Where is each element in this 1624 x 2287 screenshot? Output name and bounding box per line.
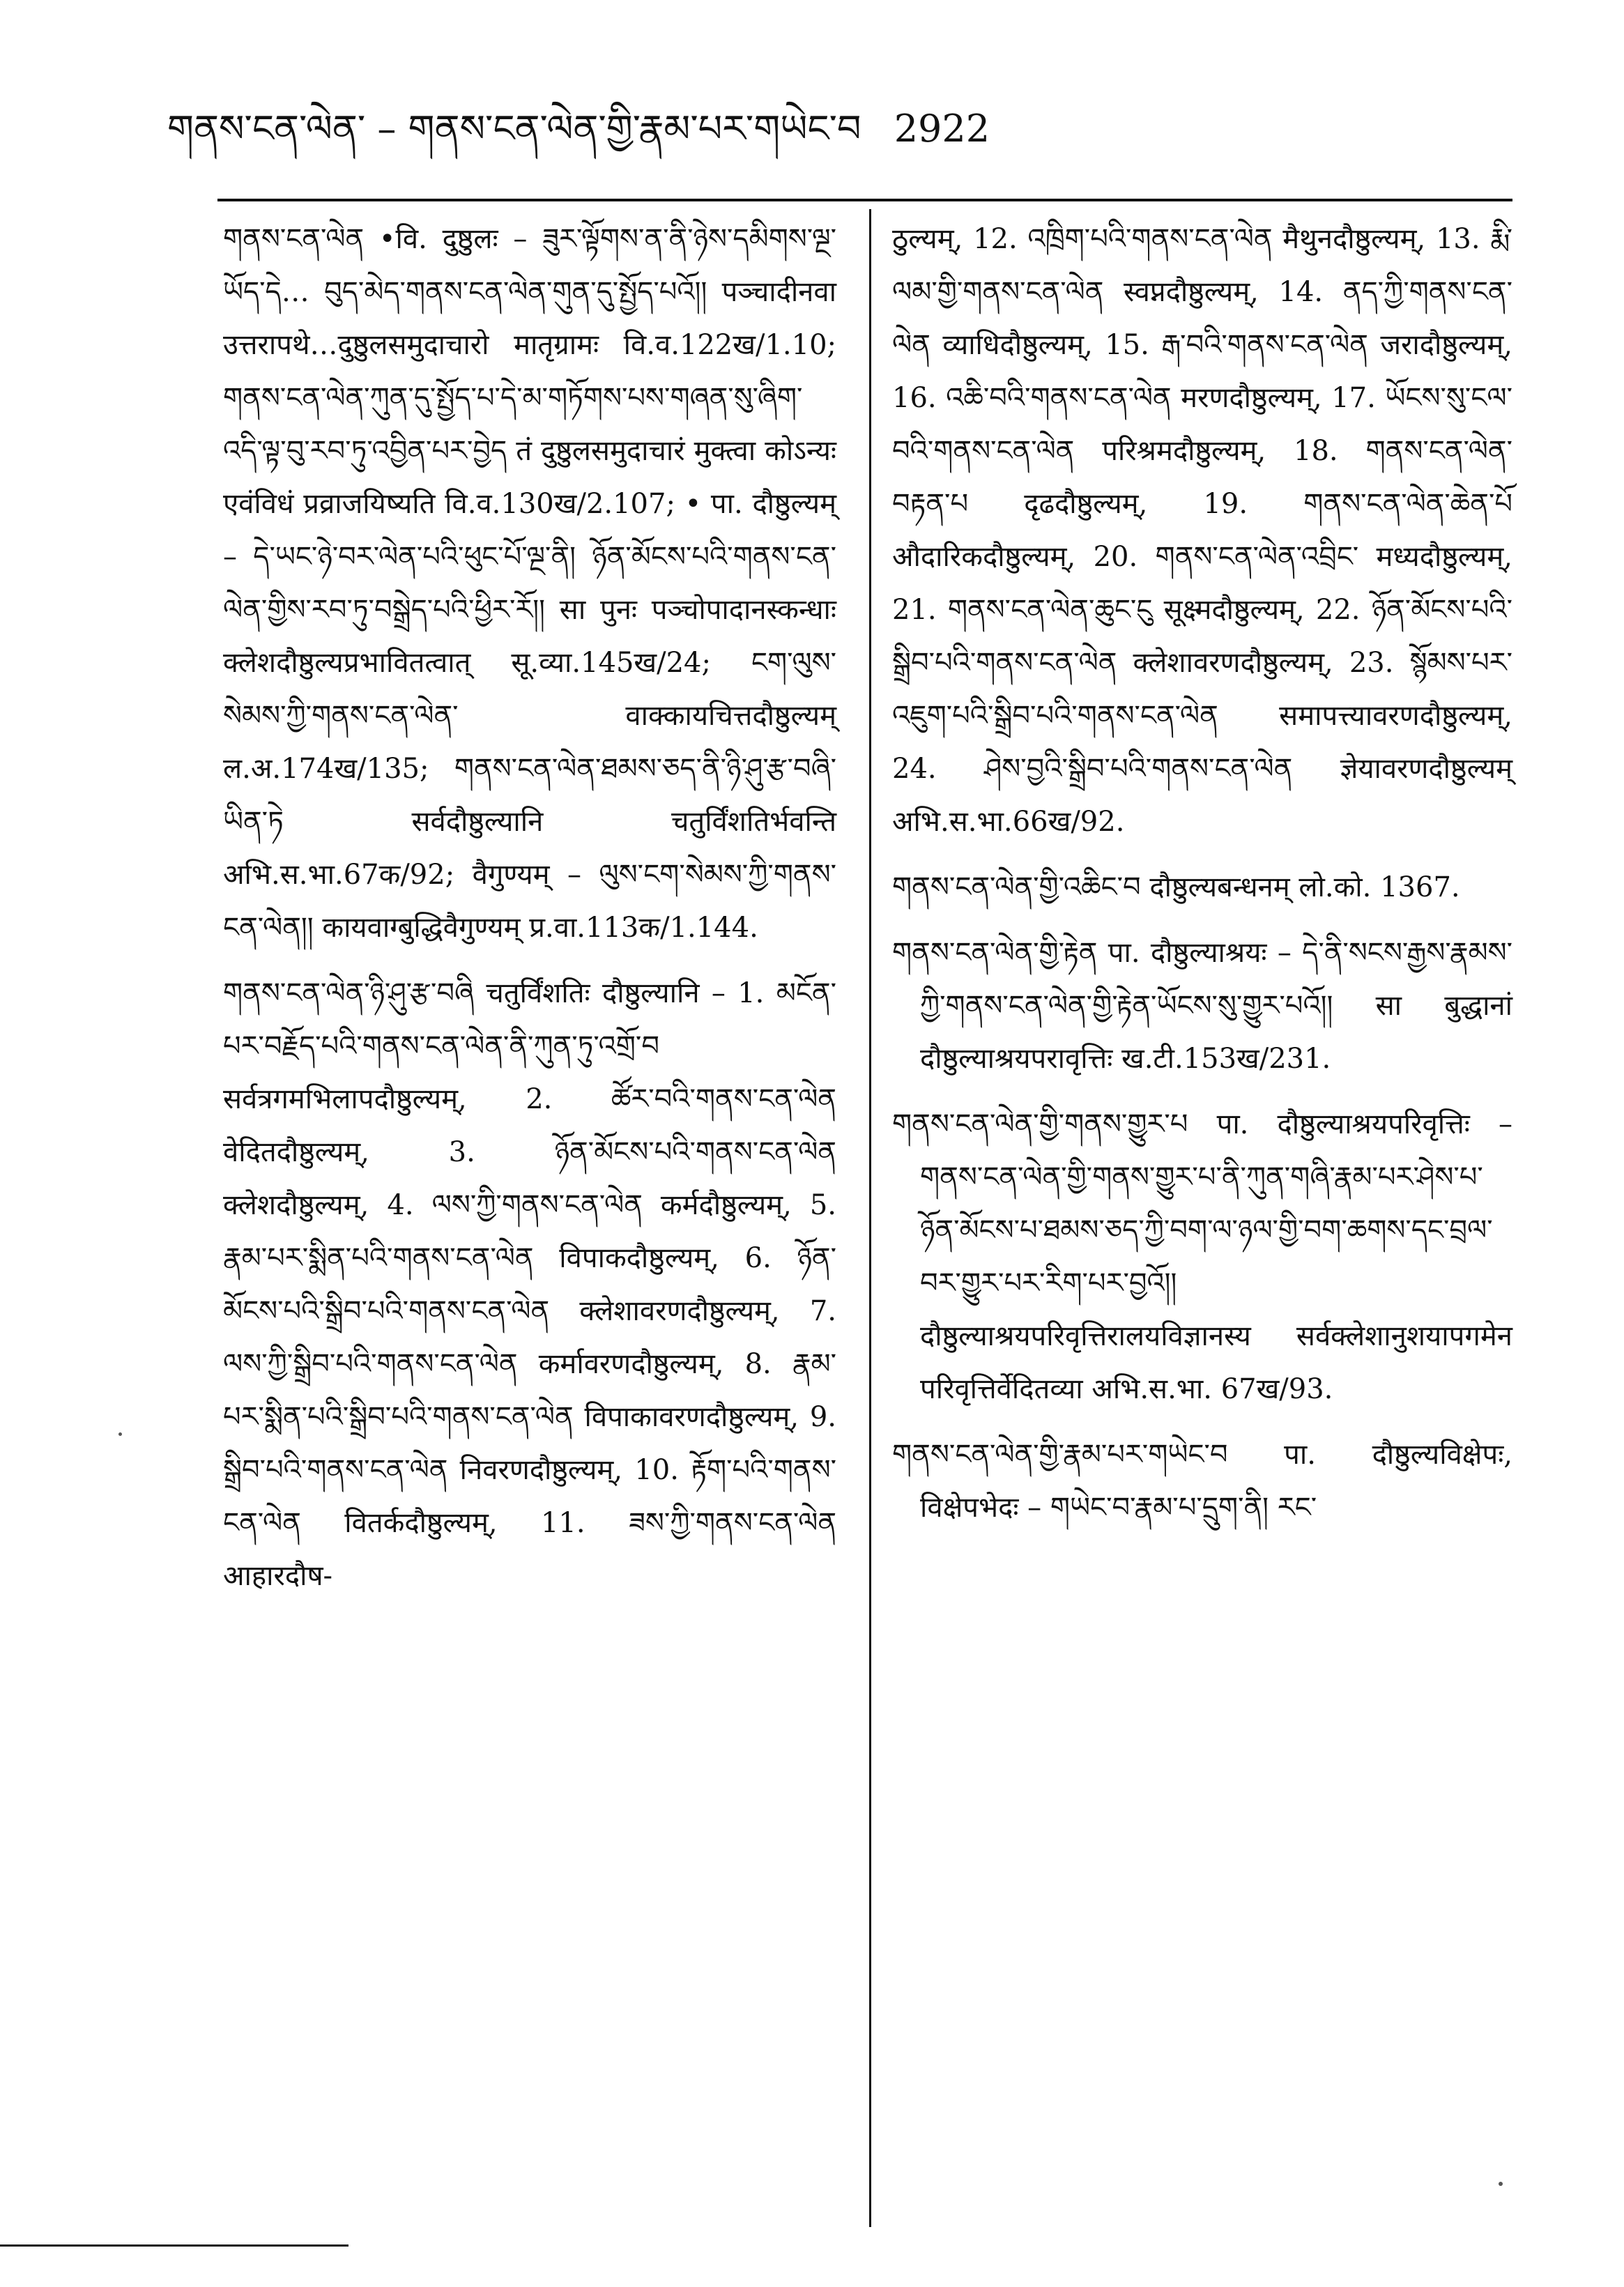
dictionary-entry: གནས་ངན་ལེན •वि. दुष्ठुलः – ཟུར་ལྟོགས་ན་ནི་ཉེས་དམིགས་ལྔ་ཡོད་དེ… བུད་མེད་གནས་ངན་ལེན་གུན་དུ་སྤྱོད་པའོ།། पञ्चादीनवा उत्तरापथे…दुष्ठुलसमुदाचारो मातृग्रामः वि.व.122ख/1.10; གནས་ངན་ལེན་ཀུན་དུ་སྤྱོད་པ་དེ་མ་གཏོགས་པས་གཞན་སུ་ཞིག་འདི་ལྟ་བུ་རབ་ཏུ་འབྱིན་པར་བྱེད तं दुष्ठुलसमुदाचारं मुक्त्वा कोऽन्यः एवंविधं प्रव्राजयिष्यति वि.व.130ख/2.107; • पा. दौष्ठुल्यम् – དེ་ཡང་ཉེ་བར་ལེན་པའི་ཕུང་པོ་ལྔ་ནི། ཉོན་མོངས་པའི་གནས་ངན་ལེན་གྱིས་རབ་ཏུ་བསྒྲེད་པའི་ཕྱིར་རོ།། सा पुनः पञ्चोपादानस्कन्धाः क्लेशदौष्ठुल्यप्रभावितत्वात् सू.व्या.145ख/24; ངག་ལུས་སེམས་ཀྱི་གནས་ངན་ལེན་ वाक्कायचित्तदौष्ठुल्यम् ल.अ.174ख/135; གནས་ངན་ལེན་ཐམས་ཅད་ནི་ཉི་ཤུ་རྩ་བཞི་ཡིན་ཏེ सर्वदौष्ठुल्यानि चतुर्विंशतिर्भवन्ति अभि.स.भा.67क/92; वैगुण्यम् – ལུས་ངག་སེམས་ཀྱི་གནས་ངན་ལེན།། कायवाग्बुद्धिवैगुण्यम् प्र.वा.113क/1.144. bbox=[223, 223, 836, 944]
footer-rule bbox=[0, 2244, 348, 2247]
dictionary-entry: གནས་ངན་ལེན་གྱི་གནས་གྱུར་པ पा. दौष्ठुल्याश्रयपरिवृत्तिः – གནས་ངན་ལེན་གྱི་གནས་གྱུར་པ་ནི་ཀུན་གཞི་རྣམ་པར་ཤེས་པ་ཉོན་མོངས་པ་ཐམས་ཅད་ཀྱི་བག་ལ་ཉལ་གྱི་བག་ཆགས་དང་བྲལ་བར་གྱུར་པར་རིག་པར་བྱའོ།། दौष्ठुल्याश्रयपरिवृत्तिरालयविज्ञानस्य सर्वक्लेशानुशयापगमेन परिवृत्तिर्वेदितव्या अभि.स.भा. 67ख/93. bbox=[892, 1108, 1512, 1405]
right-column bbox=[892, 213, 1512, 1547]
header-rule bbox=[217, 199, 1512, 201]
dictionary-entry: གནས་ངན་ལེན་གྱི་རྣམ་པར་གཡེང་བ पा. दौष्ठुल्यविक्षेपः, विक्षेपभेदः – གཡེང་བ་རྣམ་པ་དྲུག་ནི། རང་ bbox=[892, 1439, 1512, 1524]
column-divider bbox=[869, 209, 871, 2227]
dictionary-entry: གནས་ངན་ལེན་གྱི་རྟེན पा. दौष्ठुल्याश्रयः – དེ་ནི་སངས་རྒྱས་རྣམས་ཀྱི་གནས་ངན་ལེན་གྱི་རྟེན་ཡོངས་སུ་གྱུར་པའོ།། सा बुद्धानां दौष्ठुल्याश्रयपरावृत्तिः ख.टी.153ख/231. bbox=[892, 937, 1512, 1075]
margin-dot bbox=[118, 1432, 122, 1436]
header-title: གནས་ངན་ལེན་ – གནས་ངན་ལེན་གྱི་རྣམ་པར་གཡེང་བ bbox=[167, 107, 861, 151]
dictionary-entry: གནས་ངན་ལེན་གྱི་འཆིང་བ दौष्ठुल्यबन्धनम् लो.को. 1367. bbox=[892, 871, 1460, 903]
page-number: 2922 bbox=[894, 107, 990, 151]
margin-dot bbox=[1499, 2182, 1503, 2186]
dictionary-entry-continuation: ठुल्यम्, 12. འཁྲིག་པའི་གནས་ངན་ལེན मैथुनदौष्ठुल्यम्, 13. རྨི་ལམ་གྱི་གནས་ངན་ལེན स्वप्नदौष्ठुल्यम्, 14. ནད་ཀྱི་གནས་ངན་ལེན व्याधिदौष्ठुल्यम्, 15. རྒ་བའི་གནས་ངན་ལེན जरादौष्ठुल्यम्, 16. འཆི་བའི་གནས་ངན་ལེན मरणदौष्ठुल्यम्, 17. ཡོངས་སུ་ངལ་བའི་གནས་ངན་ལེན परिश्रमदौष्ठुल्यम्, 18. གནས་ངན་ལེན་བརྟན་པ दृढदौष्ठुल्यम्, 19. གནས་ངན་ལེན་ཆེན་པོ औदारिकदौष्ठुल्यम्, 20. གནས་ངན་ལེན་འབྲིང་ मध्यदौष्ठुल्यम्, 21. གནས་ངན་ལེན་ཆུང་ངུ सूक्ष्मदौष्ठुल्यम्, 22. ཉོན་མོངས་པའི་སྒྲིབ་པའི་གནས་ངན་ལེན क्लेशावरणदौष्ठुल्यम्, 23. སྙོམས་པར་འཇུག་པའི་སྒྲིབ་པའི་གནས་ངན་ལེན समापत्त्यावरणदौष्ठुल्यम्, 24. ཤེས་བྱའི་སྒྲིབ་པའི་གནས་ངན་ལེན ज्ञेयावरणदौष्ठुल्यम् अभि.स.भा.66ख/92. bbox=[892, 223, 1512, 838]
dictionary-entry: གནས་ངན་ལེན་ཉི་ཤུ་རྩ་བཞི चतुर्विंशतिः दौष्ठुल्यानि – 1. མངོན་པར་བརྗོད་པའི་གནས་ངན་ལེན་ནི་ཀུན་ཏུ་འགྲོ་བ सर्वत्रगमभिलापदौष्ठुल्यम्, 2. ཚོར་བའི་གནས་ངན་ལེན वेदितदौष्ठुल्यम्, 3. ཉོན་མོངས་པའི་གནས་ངན་ལེན क्लेशदौष्ठुल्यम्, 4. ལས་ཀྱི་གནས་ངན་ལེན कर्मदौष्ठुल्यम्, 5. རྣམ་པར་སྨིན་པའི་གནས་ངན་ལེན विपाकदौष्ठुल्यम्, 6. ཉོན་མོངས་པའི་སྒྲིབ་པའི་གནས་ངན་ལེན क्लेशावरणदौष्ठुल्यम्, 7. ལས་ཀྱི་སྒྲིབ་པའི་གནས་ངན་ལེན कर्मावरणदौष्ठुल्यम्, 8. རྣམ་པར་སྨིན་པའི་སྒྲིབ་པའི་གནས་ངན་ལེན विपाकावरणदौष्ठुल्यम्, 9. སྒྲིབ་པའི་གནས་ངན་ལེན निवरणदौष्ठुल्यम्, 10. རྟོག་པའི་གནས་ངན་ལེན वितर्कदौष्ठुल्यम्, 11. ཟས་ཀྱི་གནས་ངན་ལེན आहारदौष- bbox=[223, 977, 836, 1592]
left-column bbox=[223, 213, 836, 1615]
running-header bbox=[167, 105, 990, 153]
